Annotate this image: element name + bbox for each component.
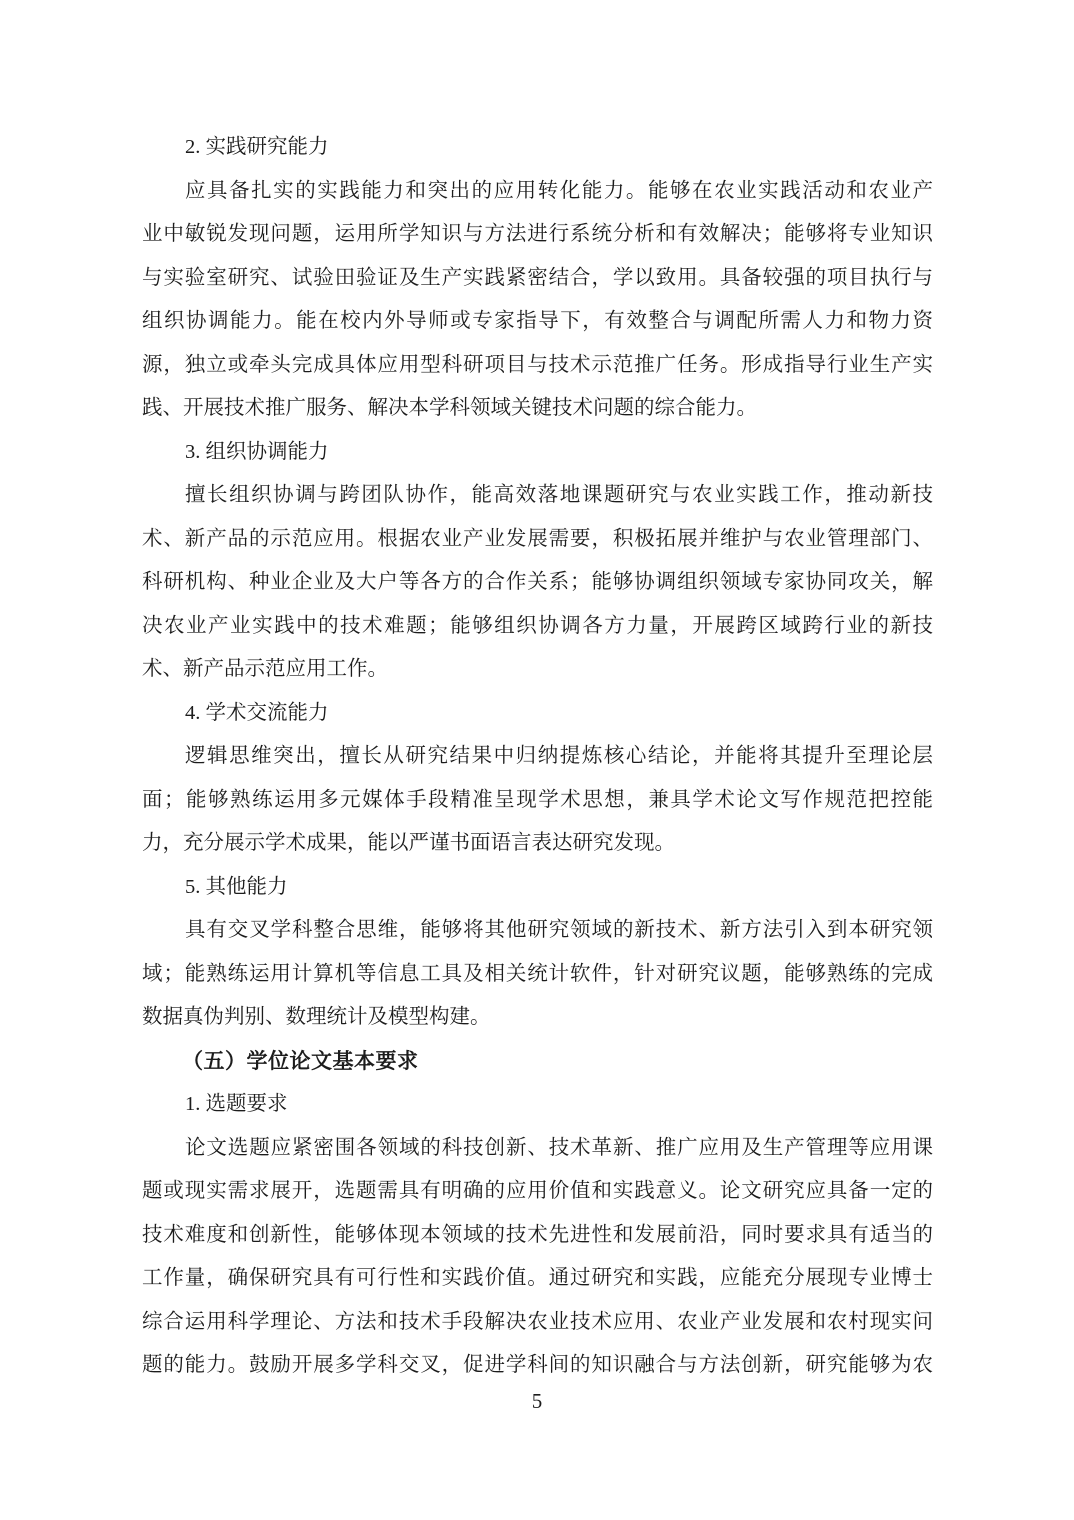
paragraph-line: 工作量，确保研究具有可行性和实践价值。通过研究和实践，应能充分展现专业博士	[142, 1267, 933, 1289]
paragraph-line: 科研机构、种业企业及大户等各方的合作关系；能够协调组织领域专家协同攻关，解	[142, 571, 933, 593]
paragraph-line: 践、开展技术推广服务、解决本学科领域关键技术问题的综合能力。	[142, 397, 757, 419]
paragraph-line: 应具备扎实的实践能力和突出的应用转化能力。能够在农业实践活动和农业产	[185, 179, 933, 202]
paragraph-line: 题的能力。鼓励开展多学科交叉，促进学科间的知识融合与方法创新，研究能够为农	[142, 1354, 933, 1376]
numbered-heading: 4. 学术交流能力	[185, 701, 329, 724]
paragraph-line: 面；能够熟练运用多元媒体手段精准呈现学术思想，兼具学术论文写作规范把控能	[142, 788, 933, 811]
paragraph-line: 论文选题应紧密围各领域的科技创新、技术革新、推广应用及生产管理等应用课	[185, 1136, 933, 1159]
paragraph-line: 术、新产品示范应用工作。	[142, 658, 388, 680]
paragraph-line: 业中敏锐发现问题，运用所学知识与方法进行系统分析和有效解决；能够将专业知识	[142, 223, 933, 245]
numbered-heading: 1. 选题要求	[185, 1093, 288, 1115]
section-heading: （五）学位论文基本要求	[182, 1049, 419, 1073]
paragraph-line: 具有交叉学科整合思维，能够将其他研究领域的新技术、新方法引入到本研究领	[185, 919, 933, 941]
numbered-heading: 3. 组织协调能力	[185, 440, 329, 463]
paragraph-line: 擅长组织协调与跨团队协作，能高效落地课题研究与农业实践工作，推动新技	[185, 484, 933, 506]
numbered-heading: 5. 其他能力	[185, 875, 288, 898]
numbered-heading: 2. 实践研究能力	[185, 136, 329, 158]
paragraph-line: 域；能熟练运用计算机等信息工具及相关统计软件，针对研究议题，能够熟练的完成	[142, 962, 933, 985]
paragraph-line: 与实验室研究、试验田验证及生产实践紧密结合，学以致用。具备较强的项目执行与	[142, 266, 933, 289]
paragraph-line: 源，独立或牵头完成具体应用型科研项目与技术示范推广任务。形成指导行业生产实	[142, 353, 933, 376]
paragraph-line: 题或现实需求展开，选题需具有明确的应用价值和实践意义。论文研究应具备一定的	[142, 1180, 933, 1202]
paragraph-line: 技术难度和创新性，能够体现本领域的技术先进性和发展前沿，同时要求具有适当的	[142, 1223, 933, 1246]
paragraph-line: 决农业产业实践中的技术难题；能够组织协调各方力量，开展跨区域跨行业的新技	[142, 614, 933, 637]
paragraph-line: 力，充分展示学术成果，能以严谨书面语言表达研究发现。	[142, 832, 675, 854]
paragraph-line: 组织协调能力。能在校内外导师或专家指导下，有效整合与调配所需人力和物力资	[142, 310, 933, 332]
paragraph-line: 术、新产品的示范应用。根据农业产业发展需要，积极拓展并维护与农业管理部门、	[142, 527, 933, 550]
document-body	[142, 126, 933, 1388]
paragraph-line: 逻辑思维突出，擅长从研究结果中归纳提炼核心结论，并能将其提升至理论层	[185, 745, 933, 767]
page-number: 5	[531, 1389, 543, 1413]
paragraph-line: 综合运用科学理论、方法和技术手段解决农业技术应用、农业产业发展和农村现实问	[142, 1310, 933, 1333]
paragraph-line: 数据真伪判别、数理统计及模型构建。	[142, 1006, 491, 1028]
